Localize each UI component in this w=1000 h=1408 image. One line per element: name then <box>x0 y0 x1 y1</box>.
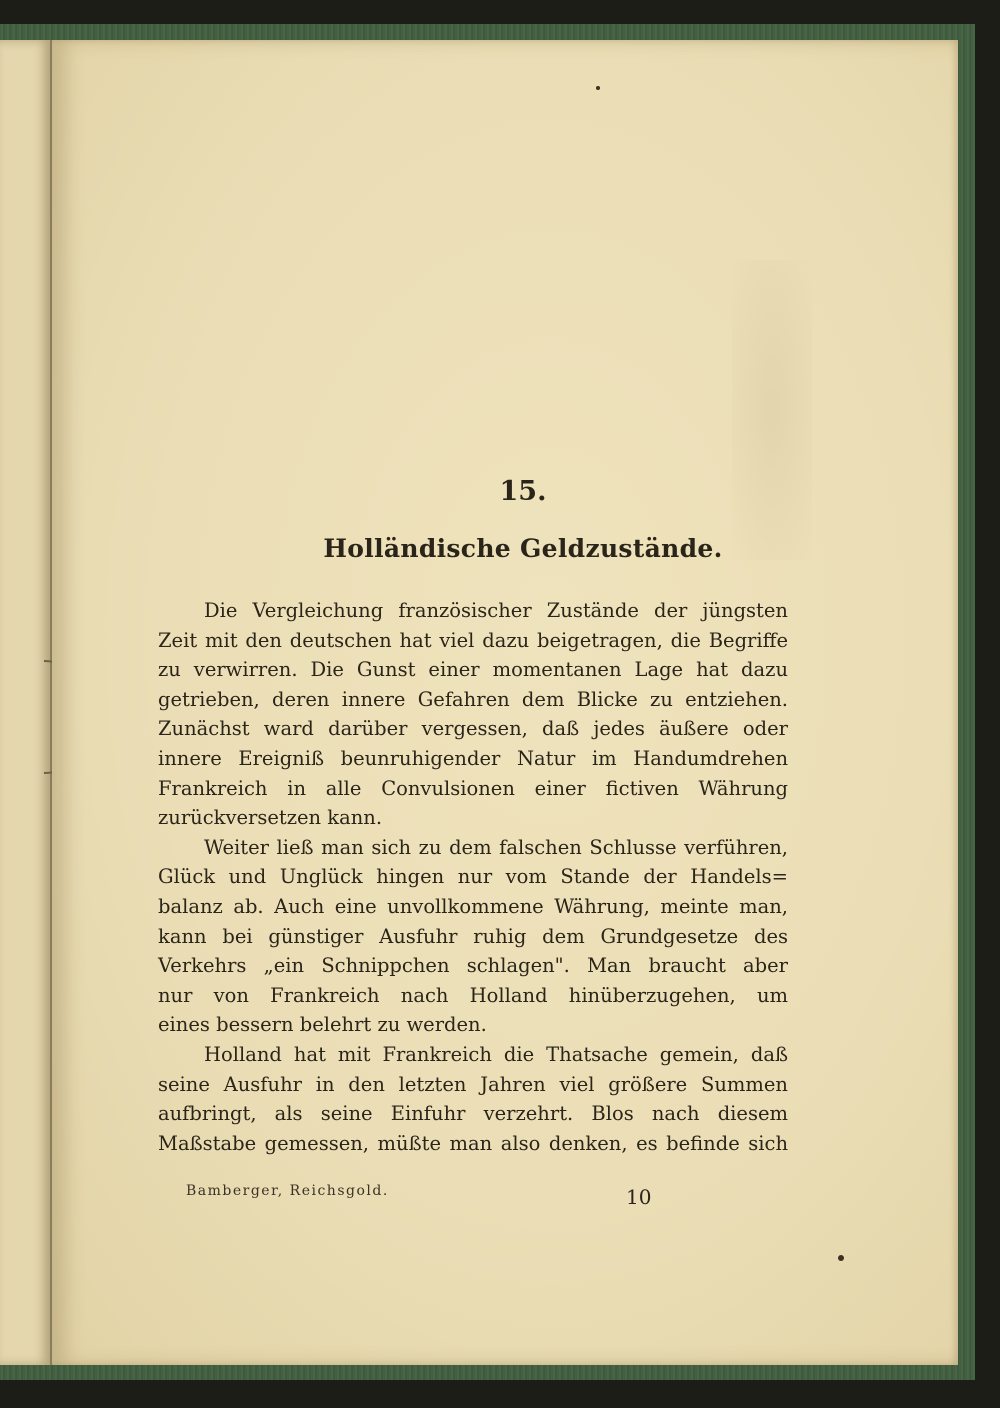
printer-signature-line: Bamberger, Reichsgold. <box>186 1183 389 1199</box>
paragraph-2 <box>158 833 788 1040</box>
text-line: getrieben, deren innere Gefahren dem Blicke zu entziehen. <box>158 687 788 711</box>
paper-spot <box>596 86 600 90</box>
chapter-title: Holländische Geldzustände. <box>323 534 723 563</box>
text-line: Weiter ließ man sich zu dem falschen Schlusse verführen, <box>204 835 788 859</box>
text-line: Die Vergleichung französischer Zustände der jüngsten <box>204 599 788 622</box>
right-page <box>52 40 958 1365</box>
body-text <box>158 596 788 1158</box>
paragraph-3 <box>158 1040 788 1158</box>
signature-mark: 10 <box>626 1185 652 1209</box>
text-line: zurückversetzen kann. <box>158 806 383 830</box>
text-line: Holland hat mit Frankreich die Thatsache gemein, daß <box>204 1042 788 1066</box>
text-line: Zunächst ward darüber vergessen, daß jedes äußere oder <box>158 717 788 741</box>
text-line: Maßstabe gemessen, müßte man also denken, es befinde sich <box>158 1131 788 1155</box>
chapter-number: 15. <box>499 476 547 507</box>
text-line: Verkehrs „ein Schnippchen schlagen". Man braucht aber <box>158 954 788 978</box>
show-through-shadow <box>732 260 812 560</box>
text-line: seine Ausfuhr in den letzten Jahren viel größere Summen <box>158 1072 788 1096</box>
text-line: Frankreich in alle Convulsionen einer fictiven Währung <box>158 776 788 800</box>
text-line: Zeit mit den deutschen hat viel dazu beigetragen, die Begriffe <box>158 628 788 652</box>
text-line: aufbringt, als seine Einfuhr verzehrt. Blos nach diesem <box>158 1102 788 1126</box>
paragraph-1 <box>158 596 788 833</box>
text-line: Glück und Unglück hingen nur vom Stande der Handels= <box>158 865 788 889</box>
text-line: nur von Frankreich nach Holland hinüberzugehen, um <box>158 983 788 1007</box>
text-line: kann bei günstiger Ausfuhr ruhig dem Grundgesetze des <box>158 924 788 948</box>
text-line: balanz ab. Auch eine unvollkommene Währung, meinte man, <box>158 894 788 918</box>
paper-spot <box>838 1255 844 1261</box>
text-line: eines bessern belehrt zu werden. <box>158 1013 487 1037</box>
text-line: zu verwirren. Die Gunst einer momentanen Lage hat dazu <box>158 658 788 682</box>
text-line: innere Ereigniß beunruhigender Natur im Handumdrehen <box>158 746 788 770</box>
